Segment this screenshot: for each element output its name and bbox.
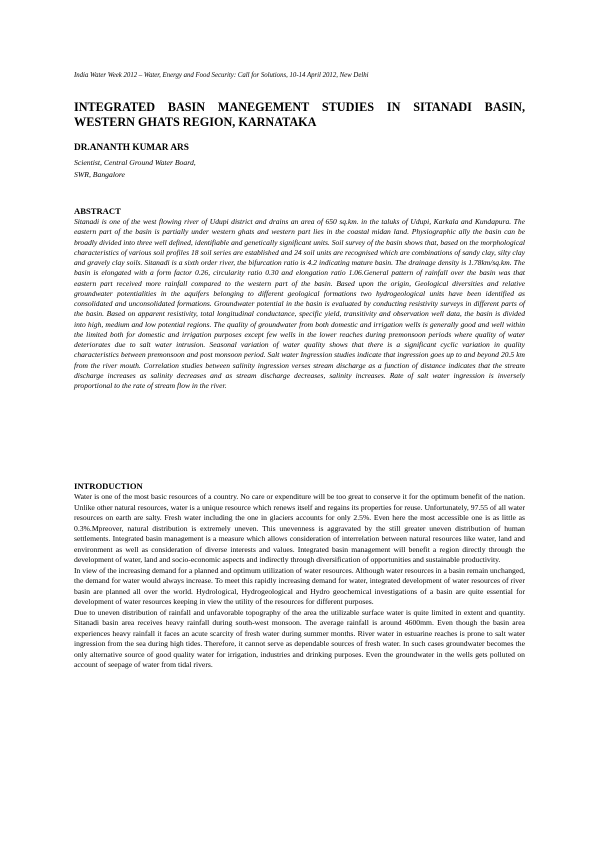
introduction-paragraph: Water is one of the most basic resources of a country. No care or expenditure will be too great to conserve it for the optimum benefit of the nation. Unlike other natural resources, water is a unique resource which renews itself and regains its properties for reuse. Unfortunately, 97.55 of all water resources on earth are salty. Fresh water including the one in glaciers accounts for only 2.5%. Even here the most accessible one is as little as 0.3%.Mpreover, natural distribution is extremely uneven. This unevenness is aggravated by the still greater uneven distribution of human settlements. Integrated basin management is a measure which allows consideration of interrelation between natural resources like water, land and environment as well as consideration of diverse interests and values. Integrated basin management will benefit a region directly through the development of water, land and socio-economic aspects and indirectly through diversification of opportunities and sustainable productivity. <box>74 492 525 564</box>
abstract-text: Sitanadi is one of the west flowing river of Udupi district and drains an area of 650 sq.km. in the taluks of Udupi, Karkala and Kundapura. The eastern part of the basin is partially under western ghats and western part lies in the coastal midan land. Physiographic ally the basin can be broadly divided into three well defined, identifiable and genetically significant units. Soil survey of the basin shows that, based on the morphological characteristics of various soil profiles 18 soil series are established and 24 soil units are recognised which are combinations of sandy clay, silty clay and gravely clay soils. Sitanadi is a sixth order river, the bifurcation ratio is 4.2 indicating mature basin. The drainage density is 1.78km/sq.km. The basin is elongated with a form factor 0.26, circularity ratio 0.30 and elongation ratio 1.06.General pattern of rainfall over the basin was that eastern part received more rainfall compared to the western part of the basin. Based upon the origin, Geological diversities and relative groundwater potentialities in the aquifers belonging to different geological formations two hydrogeological units have been identified as consolidated and unconsolidated formations. Groundwater potential in the basin is evaluated by conducting resistivity surveys in different parts of the basin. Based on apparent resistivity, total longitudinal conductance, specific yield, transitivity and observation well data, the basin is divided into high, medium and low potential regions. The quality of groundwater from both domestic and irrigation wells is generally good and well within the limited both for domestic and irrigation purposes except few wells in the lower reaches during premonsoon periods where quality of water deteriorates due to salt water intrusion. Seasonal variation of water quality shows that there is a significant cyclic variation in quality characteristics between premonsoon and post monsoon period. Salt water Ingression studies indicate that ingression goes up to and beyond 20.5 km from the river mouth. Correlation studies between salinity ingression verses stream discharge as a function of distance indicates that the stream discharge increases as salinity decreases and as stream discharge decreases, salinity increases. Rate of salt water ingression is inversely proportional to the rate of stream flow in the river. <box>74 217 525 390</box>
author-affiliation <box>74 157 374 180</box>
introduction-heading: INTRODUCTION <box>74 481 143 491</box>
abstract-heading: ABSTRACT <box>74 206 121 216</box>
affiliation-line: Scientist, Central Ground Water Board, <box>74 158 196 167</box>
conference-header: India Water Week 2012 – Water, Energy and Food Security: Call for Solutions, 10-14 April 2012, New Delhi <box>74 72 369 79</box>
affiliation-line: SWR, Bangalore <box>74 169 125 179</box>
paper-title: INTEGRATED BASIN MANEGEMENT STUDIES IN SITANADI BASIN, WESTERN GHATS REGION, KARNATAKA <box>74 100 525 129</box>
introduction-body <box>74 492 525 671</box>
introduction-paragraph: In view of the increasing demand for a planned and optimum utilization of water resources. Although water resources in a basin remain unchanged, the demand for water would always increase. To meet this rapidly increasing demand for water, integrated development of water resources of river basin are planned all over the world. Hydrological, Hydrogeological and Hydro geochemical investigations of a basin are quite essential for development of water resources keeping in view the utility of the resources for different purposes. <box>74 565 525 606</box>
introduction-paragraph: Due to uneven distribution of rainfall and unfavorable topography of the area the utilizable surface water is quite limited in extent and quantity. Sitanadi basin area receives heavy rainfall during south-west monsoon. The average rainfall is around 4600mm. Even though the basin area experiences heavy rainfall it faces an acute scarcity of fresh water during summer months. River water in estuarine reaches is prone to salt water ingression from the sea during high tides. Therefore, it cannot serve as dependable sources of fresh water. In such cases groundwater becomes the only alternative source of good quality water for irrigation, industries and drinking purposes. Even the groundwater in the wells gets polluted on account of seepage of water from tidal rivers. <box>74 607 525 669</box>
author-name: DR.ANANTH KUMAR ARS <box>74 143 189 153</box>
